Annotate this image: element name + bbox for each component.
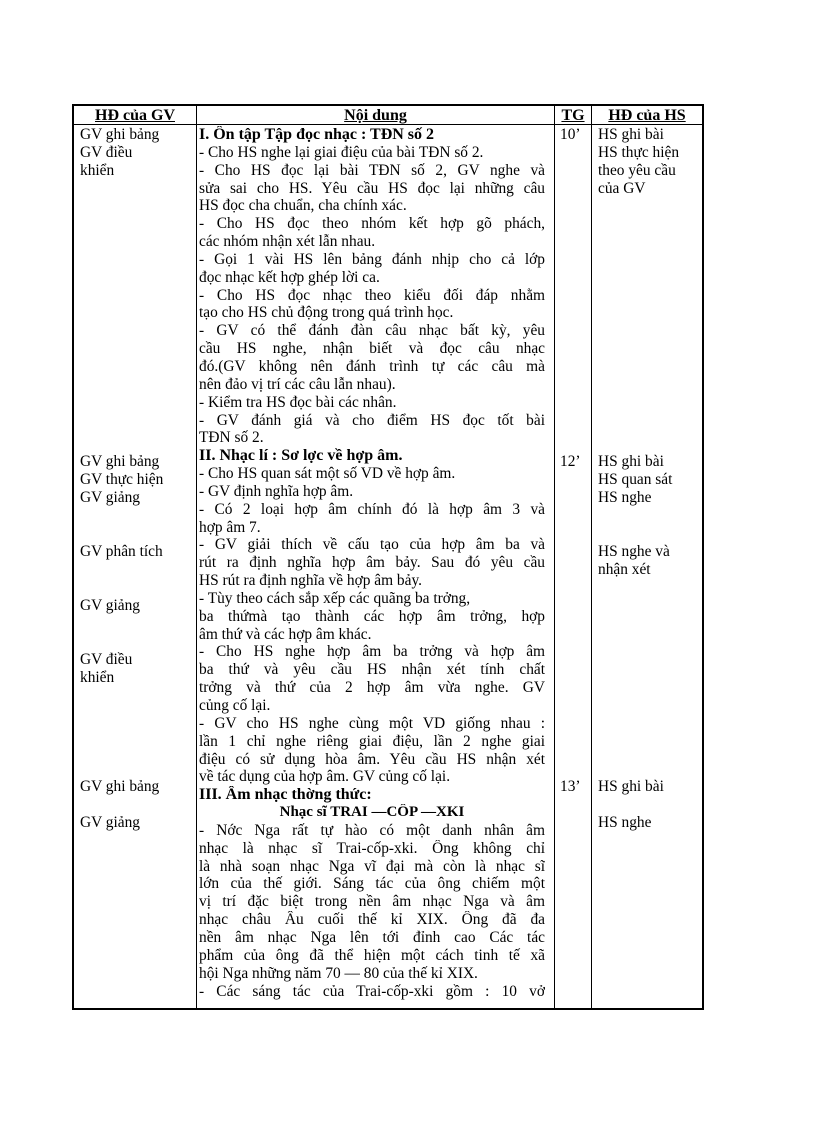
content-line: - Có 2 loại hợp âm chính đó là hợp âm 3 và <box>199 500 545 518</box>
content-line: sửa sai cho HS. Yêu cầu HS đọc lại những câu <box>199 179 545 197</box>
content-line: HS rút ra định nghĩa về hợp âm bảy. <box>199 572 422 590</box>
content-line: - Kiểm tra HS đọc bài các nhân. <box>199 393 397 411</box>
content-line: - Tùy theo cách sắp xếp các quãng ba trởng, <box>199 589 471 607</box>
content-line: - Cho HS đọc lại bài TĐN số 2, GV nghe và <box>199 161 545 179</box>
content-line: là nhà soạn nhạc Nga vĩ đại mà còn là nhạc sĩ <box>199 857 545 875</box>
section-heading-music-appreciation: III. Âm nhạc thờng thức: <box>199 786 372 804</box>
student-note-line: HS nghe và <box>598 543 670 560</box>
teacher-note-line: GV thực hiện <box>80 470 164 488</box>
content-line: hợp âm 7. <box>199 518 261 536</box>
content-line: - GV có thể đánh đàn câu nhạc bất kỳ, yêu <box>199 322 545 340</box>
header-teacher-activity: HĐ của GV <box>95 107 175 124</box>
teacher-note <box>80 126 159 180</box>
column-divider <box>591 106 592 1008</box>
student-note-line: HS ghi bài <box>598 778 664 795</box>
content-line: củng cố lại. <box>199 697 271 714</box>
time-value: 10’ <box>560 126 581 143</box>
content-line: - GV giải thích về cấu tạo của hợp âm ba và <box>199 536 545 554</box>
content-line: ba thứmà tạo thành các hợp âm trởng, hợp <box>199 607 545 625</box>
student-note <box>598 453 672 507</box>
content-line: - Cho HS đọc nhạc theo kiểu đối đáp nhằm <box>199 286 545 304</box>
teacher-note <box>80 651 132 687</box>
content-line: - Cho HS nghe hợp âm ba trởng và hợp âm <box>199 643 545 661</box>
teacher-note-line: GV giảng <box>80 488 140 506</box>
student-note <box>598 778 664 796</box>
student-note-line: theo yêu cầu <box>598 161 676 179</box>
content-line: về tác dụng của hợp âm. GV củng cố lại. <box>199 768 451 786</box>
content-line: - Cho HS nghe lại giai điệu của bài TĐN số 2. <box>199 143 484 161</box>
header-content: Nội dung <box>344 107 407 124</box>
content-line: điệu có sử dụng hòa âm. Yêu cầu HS nhận xét <box>199 750 545 768</box>
content-line: - Các sáng tác của Trai-cốp-xki gồm : 10 vở <box>199 982 545 1000</box>
content-line: cầu HS nghe, nhận biết và đọc câu nhạc <box>199 340 545 358</box>
teacher-note <box>80 597 140 615</box>
teacher-note-line: khiển <box>80 668 115 686</box>
time-value: 13’ <box>560 778 581 795</box>
teacher-note-line: GV giảng <box>80 814 140 831</box>
content-line: - Gọi 1 vài HS lên bảng đánh nhịp cho cả lớp <box>199 250 545 268</box>
section-heading-music-reading: I. Ôn tập Tập đọc nhạc : TĐN số 2 <box>199 126 435 143</box>
teacher-note-line: GV giảng <box>80 597 140 614</box>
content-line: hội Nga những năm 70 — 80 của thế kỉ XIX. <box>199 964 478 982</box>
content-line: đó.(GV không nên đánh trình tự các câu mà <box>199 357 545 375</box>
teacher-note-line: GV điều <box>80 143 133 161</box>
section-heading-music-theory: II. Nhạc lí : Sơ lợc về hợp âm. <box>199 447 403 465</box>
content-line: HS đọc cha chuẩn, cha chính xác. <box>199 197 407 215</box>
student-note-line: nhận xét <box>598 560 651 578</box>
content-line: vị trí đặc biệt trong nền âm nhạc Nga và âm <box>199 893 545 911</box>
student-note-line: HS nghe <box>598 488 652 506</box>
content-line: - GV đánh giá và cho điểm HS đọc tốt bài <box>199 411 545 429</box>
time-value: 12’ <box>560 453 581 470</box>
student-note <box>598 543 670 579</box>
content-line: lớn của thế giới. Sáng tác của ông chiếm một <box>199 875 545 893</box>
column-divider <box>554 106 555 1008</box>
content-line: phẩm của ông đã thể hiện một cách tinh tế xã <box>199 946 545 964</box>
content-line: rút ra định nghĩa hợp âm bảy. Sau đó yêu cầu <box>199 554 545 572</box>
column-divider <box>196 106 197 1008</box>
teacher-note-line: GV ghi bảng <box>80 126 160 143</box>
content-line: đọc nhạc kết hợp ghép lời ca. <box>199 268 380 286</box>
teacher-note <box>80 814 140 832</box>
content-line: nền âm nhạc Nga lên tới đỉnh cao Các tác <box>199 928 545 946</box>
content-line: âm thứ và các hợp âm khác. <box>199 625 372 643</box>
student-note <box>598 814 651 832</box>
student-note-line: HS ghi bài <box>598 126 664 143</box>
teacher-note <box>80 453 163 507</box>
student-note-line: của GV <box>598 179 646 197</box>
content-line: - Nớc Nga rất tự hào có một danh nhân âm <box>199 821 545 839</box>
content-line: lần 1 chỉ nghe riêng giai điệu, lần 2 nghe giai <box>199 732 545 750</box>
teacher-note-line: GV điều <box>80 651 133 668</box>
student-note-line: HS quan sát <box>598 470 673 488</box>
content-line: tạo cho HS chủ động trong quá trình học. <box>199 304 454 322</box>
content-line: nhạc châu Âu cuối thế kỉ XIX. Ông đã đa <box>199 911 545 929</box>
composer-title: Nhạc sĩ TRAI —CỐP —XKI <box>279 804 465 821</box>
student-note <box>598 126 679 198</box>
teacher-note <box>80 778 159 796</box>
teacher-note-line: GV ghi bảng <box>80 778 160 795</box>
content-line: - GV cho HS nghe cùng một VD giống nhau : <box>199 714 545 732</box>
content-line: trởng và thứ của 2 hợp âm vừa nghe. GV <box>199 679 545 697</box>
teacher-note-line: khiển <box>80 161 115 179</box>
header-time: TG <box>561 107 585 124</box>
student-note-line: HS nghe <box>598 814 652 831</box>
header-student-activity: HĐ của HS <box>608 107 686 124</box>
teacher-note-line: GV phân tích <box>80 543 163 560</box>
header-divider <box>74 124 702 125</box>
content-line: nhạc là nhạc sĩ Trai-cốp-xki. Ông không chỉ <box>199 839 545 857</box>
content-line: các nhóm nhận xét lẫn nhau. <box>199 233 376 251</box>
content-line: nên đảo vị trí các câu lẫn nhau). <box>199 375 396 393</box>
lesson-plan-table <box>72 104 704 1010</box>
content-line: - GV định nghĩa hợp âm. <box>199 482 354 500</box>
student-note-line: HS ghi bài <box>598 453 664 470</box>
content-line: - Cho HS đọc theo nhóm kết hợp gõ phách, <box>199 215 545 233</box>
content-line: - Cho HS quan sát một số VD về hợp âm. <box>199 465 456 483</box>
content-line: TĐN số 2. <box>199 429 264 447</box>
lesson-content <box>199 126 545 1000</box>
teacher-note-line: GV ghi bảng <box>80 453 160 470</box>
content-line: ba thứ và yêu cầu HS nhận xét tính chất <box>199 661 545 679</box>
teacher-note <box>80 543 163 561</box>
student-note-line: HS thực hiện <box>598 143 680 161</box>
